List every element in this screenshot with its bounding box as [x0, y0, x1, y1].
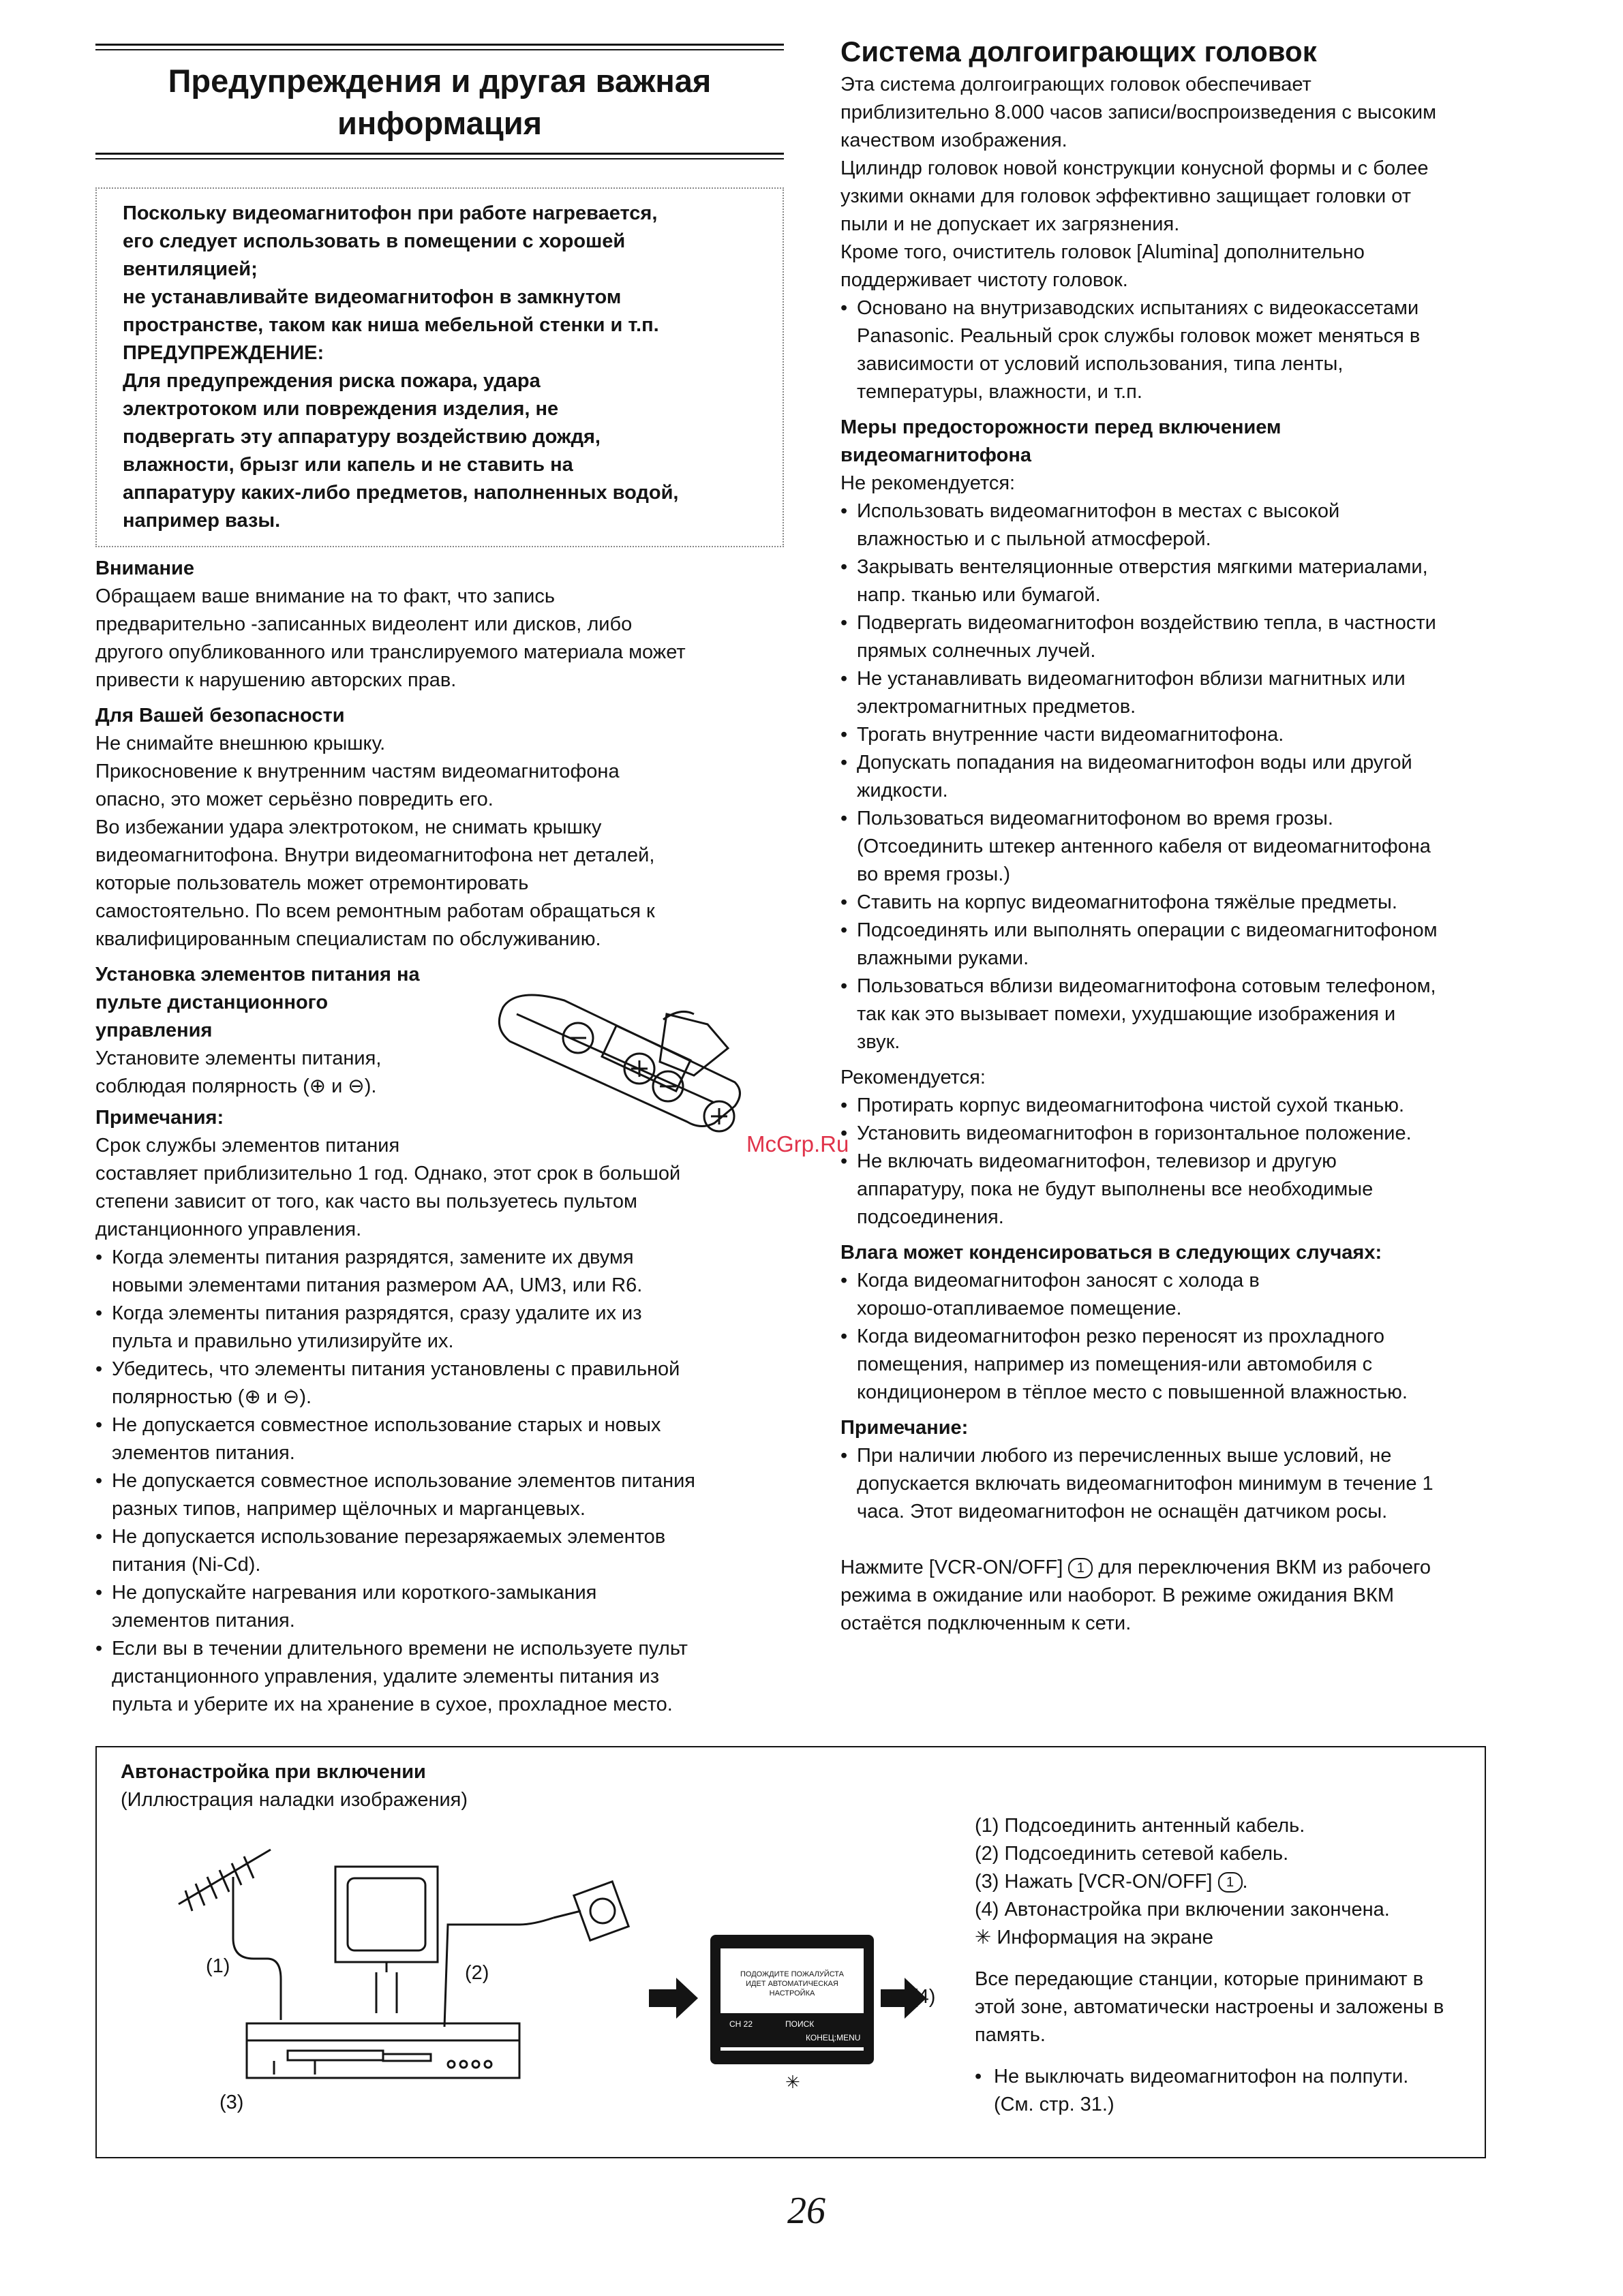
line: Не включать видеомагнитофон, телевизор и другую — [857, 1150, 1337, 1172]
safety-line: Прикосновение к внутренним частям видеомагнитофона — [95, 761, 620, 782]
warning-line: Для предупреждения риска пожара, удара — [123, 370, 541, 392]
not-recommended-label: Не рекомендуется: — [840, 472, 1016, 494]
line: Закрывать вентеляционные отверстия мягкими материалами, — [857, 556, 1428, 578]
attention-heading: Внимание — [95, 557, 194, 579]
list-item — [975, 2063, 1466, 2119]
step-text: (3) Нажать [VCR-ON/OFF] — [975, 1871, 1213, 1893]
list-item — [840, 1092, 1529, 1120]
list-item — [840, 1120, 1529, 1148]
list-item — [95, 1244, 784, 1300]
line: часа. Этот видеомагнитофон не оснащён датчиком росы. — [857, 1501, 1388, 1522]
battery-note-line: степени зависит от того, как часто вы пользуетесь пультом — [95, 1191, 637, 1212]
list-item — [840, 1267, 1529, 1323]
diagram-label: (1) — [206, 1955, 230, 1977]
heads-line: Цилиндр головок новой конструкции конусной формы и с более — [840, 157, 1429, 179]
battery-line: Установите элементы питания, — [95, 1047, 382, 1069]
line: полярностью (⊕ и ⊖). — [112, 1386, 312, 1408]
step-text: . — [1242, 1871, 1248, 1893]
step-line: (1) Подсоединить антенный кабель. — [975, 1815, 1305, 1837]
line: При наличии любого из перечисленных выше условий, не — [857, 1445, 1392, 1467]
line: так как это вызывает помехи, ухудшающие изображения и — [857, 1003, 1396, 1025]
safety-line: квалифицированным специалистам по обслуживанию. — [95, 928, 601, 950]
line: Когда видеомагнитофон резко переносят из прохладного — [857, 1326, 1384, 1347]
autosetup-paragraph: память. — [975, 2024, 1046, 2046]
list-item — [95, 1300, 784, 1356]
line: пульта и правильно утилизируйте их. — [112, 1330, 454, 1352]
autosetup-subtitle: (Иллюстрация наладки изображения) — [121, 1789, 468, 1811]
precautions-heading: видеомагнитофона — [840, 444, 1032, 466]
battery-notes-heading: Примечания: — [95, 1107, 224, 1129]
list-item — [840, 553, 1529, 609]
list-item — [95, 1523, 784, 1579]
safety-line: Не снимайте внешнюю крышку. — [95, 733, 386, 754]
right-column — [840, 33, 1529, 1638]
list-item — [840, 721, 1529, 749]
line: Установить видеомагнитофон в горизонтальное положение. — [857, 1122, 1412, 1144]
warning-line: ПРЕДУПРЕЖДЕНИЕ: — [123, 342, 324, 364]
line: Основано на внутризаводских испытаниях с видеокассетами — [857, 297, 1419, 319]
line: кондиционером в тёплое место с повышенной влажностью. — [857, 1381, 1408, 1403]
recommended-list — [840, 1092, 1529, 1231]
power-text: для переключения ВКМ из рабочего — [1098, 1557, 1431, 1578]
diagram-label: (4) — [911, 1986, 936, 2008]
line: элементов питания. — [112, 1442, 295, 1464]
list-item — [95, 1356, 784, 1411]
title-rule-bottom-2 — [95, 158, 784, 159]
list-item — [840, 749, 1529, 805]
step-line: (2) Подсоединить сетевой кабель. — [975, 1843, 1289, 1865]
line: разных типов, например щёлочных и марганцевых. — [112, 1498, 586, 1520]
line: подсоединения. — [857, 1206, 1004, 1228]
autosetup-box — [95, 1746, 1486, 2158]
screen-text: ПОИСК — [785, 2019, 815, 2029]
battery-heading: пульте дистанционного — [95, 992, 329, 1013]
title-rule-top-2 — [95, 49, 784, 50]
line: дистанционного управления, удалите элементы питания из — [112, 1666, 660, 1687]
line: пульта и уберите их на хранение в сухое, прохладное место. — [112, 1694, 673, 1715]
remote-control-illustration — [489, 966, 748, 1144]
autosetup-paragraph: Все передающие станции, которые принимают в — [975, 1968, 1424, 1990]
battery-line: соблюдая полярность (⊕ и ⊖). — [95, 1075, 377, 1097]
line: Не допускается использование перезаряжаемых элементов — [112, 1526, 666, 1548]
line: (Отсоединить штекер антенного кабеля от видеомагнитофона — [857, 836, 1431, 857]
line: Когда элементы питания разрядятся, сразу удалите их из — [112, 1302, 642, 1324]
line: зависимости от условий использования, типа ленты, — [857, 353, 1344, 375]
line: температуры, влажности, и т.п. — [857, 381, 1142, 403]
battery-note-line: Срок службы элементов питания — [95, 1135, 400, 1157]
line: Когда элементы питания разрядятся, замените их двумя — [112, 1246, 634, 1268]
battery-heading: управления — [95, 1020, 213, 1041]
condensation-note — [840, 1442, 1529, 1526]
autosetup-diagram — [110, 1816, 936, 2129]
list-item — [840, 609, 1529, 665]
vcr-icon — [247, 2023, 519, 2078]
line: новыми элементами питания размером AA, UM3, или R6. — [112, 1274, 643, 1296]
warning-line: подвергать эту аппаратуру воздействию дождя, — [123, 426, 601, 448]
step-line: ✳ Информация на экране — [975, 1927, 1214, 1948]
warning-line: например вазы. — [123, 510, 281, 532]
warning-line: пространстве, таком как ниша мебельной стенки и т.п. — [123, 314, 659, 336]
list-item — [840, 1148, 1529, 1231]
line: Panasonic. Реальный срок службы головок может меняться в — [857, 325, 1421, 347]
screen-text: CH 22 — [729, 2019, 753, 2029]
power-line — [840, 1554, 1529, 1582]
precautions-heading: Меры предосторожности перед включением — [840, 416, 1281, 438]
heads-line: пыли и не допускает их загрязнения. — [840, 213, 1180, 235]
warning-line: Поскольку видеомагнитофон при работе нагревается, — [123, 202, 658, 224]
line: Не выключать видеомагнитофон на полпути. — [994, 2066, 1409, 2087]
line: Если вы в течении длительного времени не используете пульт — [112, 1638, 688, 1659]
battery-note-line: дистанционного управления. — [95, 1219, 362, 1240]
battery-note-line: составляет приблизительно 1 год. Однако, этот срок в большой — [95, 1163, 681, 1184]
line: прямых солнечных лучей. — [857, 640, 1096, 662]
autosetup-steps — [975, 1812, 1466, 2119]
safety-line: опасно, это может серьёзно повредить его. — [95, 789, 494, 810]
line: хорошо-отапливаемое помещение. — [857, 1298, 1182, 1319]
line: помещения, например из помещения-или автомобиля с — [857, 1353, 1373, 1375]
condensation-list — [840, 1267, 1529, 1407]
list-item — [840, 498, 1529, 553]
list-item — [95, 1579, 784, 1635]
line: Трогать внутренние части видеомагнитофона. — [857, 724, 1284, 746]
line: электромагнитных предметов. — [857, 696, 1136, 718]
attention-line: предварительно -записанных видеолент или дисков, либо — [95, 613, 633, 635]
safety-line: которые пользователь может отремонтировать — [95, 872, 529, 894]
screen-text: ИДЕТ АВТОМАТИЧЕСКАЯ — [746, 1980, 838, 1988]
diagram-label: (3) — [219, 2092, 244, 2113]
antenna-icon — [179, 1850, 281, 2020]
autosetup-bullet — [975, 2063, 1466, 2119]
heads-bullet — [840, 294, 1529, 406]
autosetup-title: Автонастройка при включении — [121, 1761, 426, 1783]
heads-line: узкими окнами для головок эффективно защищает головки от — [840, 185, 1412, 207]
list-item — [840, 665, 1529, 721]
safety-line: самостоятельно. По всем ремонтным работам обращаться к — [95, 900, 655, 922]
title-rule-top — [95, 44, 784, 46]
warning-box — [95, 187, 784, 547]
list-item — [840, 917, 1529, 973]
screen-text: НАСТРОЙКА — [769, 1989, 815, 1997]
diagram-label: ✳ — [785, 2072, 800, 2093]
heads-title: Система долгоиграющих головок — [840, 35, 1317, 67]
page-number: 26 — [787, 2190, 825, 2232]
warning-line: влажности, брызг или капель и не ставить на — [123, 454, 573, 476]
line: элементов питания. — [112, 1610, 295, 1632]
line: Не устанавливать видеомагнитофон вблизи магнитных или — [857, 668, 1406, 690]
list-item — [840, 973, 1529, 1056]
list-item — [840, 889, 1529, 917]
line: Допускать попадания на видеомагнитофон воды или другой — [857, 752, 1412, 774]
heads-line: поддерживает чистоту головок. — [840, 269, 1128, 291]
line: Не допускайте нагревания или короткого-замыкания — [112, 1582, 597, 1604]
safety-heading: Для Вашей безопасности — [95, 705, 345, 726]
step-line — [975, 1868, 1466, 1896]
warning-line: не устанавливайте видеомагнитофон в замкнутом — [123, 286, 622, 308]
warning-line: вентиляцией; — [123, 258, 258, 280]
line: жидкости. — [857, 780, 948, 801]
warning-line: электротоком или повреждения изделия, не — [123, 398, 559, 420]
line: Подвергать видеомагнитофон воздействию тепла, в частности — [857, 612, 1436, 634]
autosetup-paragraph: этой зоне, автоматически настроены и заложены в — [975, 1996, 1444, 2018]
attention-line: другого опубликованного или транслируемого материала может — [95, 641, 686, 663]
line: Пользоваться вблизи видеомагнитофона сотовым телефоном, — [857, 975, 1436, 997]
battery-heading: Установка элементов питания на — [95, 964, 420, 985]
line: во время грозы.) — [857, 863, 1010, 885]
condensation-note-heading: Примечание: — [840, 1417, 969, 1439]
title-rule-bottom — [95, 153, 784, 155]
screen-text: ПОДОЖДИТЕ ПОЖАЛУЙСТА — [740, 1970, 844, 1978]
heads-line: Кроме того, очиститель головок [Alumina] дополнительно — [840, 241, 1365, 263]
not-recommended-list — [840, 498, 1529, 1056]
line: Не допускается совместное использование элементов питания — [112, 1470, 695, 1492]
line: аппаратуру, пока не будут выполнены все необходимые — [857, 1178, 1374, 1200]
line: напр. тканью или бумагой. — [857, 584, 1101, 606]
line: Использовать видеомагнитофон в местах с высокой — [857, 500, 1340, 522]
recommended-label: Рекомендуется: — [840, 1067, 986, 1088]
line: Протирать корпус видеомагнитофона чистой сухой тканью. — [857, 1095, 1405, 1116]
power-plug-icon — [444, 1882, 628, 2027]
tv-icon — [335, 1867, 438, 2013]
list-item — [840, 294, 1529, 406]
power-line: режима в ожидание или наоборот. В режиме ожидания ВКМ — [840, 1585, 1395, 1606]
page-title: Предупреждения и другая важная информация — [168, 63, 712, 141]
line: Убедитесь, что элементы питания установлены с правильной — [112, 1358, 680, 1380]
attention-line: Обращаем ваше внимание на то факт, что запись — [95, 585, 555, 607]
button-1-icon: 1 — [1218, 1872, 1243, 1893]
list-item — [95, 1411, 784, 1467]
line: влажностью и с пыльной атмосферой. — [857, 528, 1211, 550]
line: Подсоединять или выполнять операции с видеомагнитофоном — [857, 919, 1438, 941]
warning-line: аппаратуру каких-либо предметов, наполненных водой, — [123, 482, 679, 504]
heads-line: приблизительно 8.000 часов записи/воспроизведения с высоким — [840, 102, 1437, 123]
line: (См. стр. 31.) — [994, 2094, 1114, 2115]
list-item — [95, 1635, 784, 1719]
battery-bullets — [95, 1244, 784, 1719]
line: влажными руками. — [857, 947, 1029, 969]
safety-line: Во избежании удара электротоком, не снимать крышку — [95, 816, 602, 838]
line: Ставить на корпус видеомагнитофона тяжёлые предметы. — [857, 891, 1397, 913]
list-item — [95, 1467, 784, 1523]
watermark: McGrp.Ru — [746, 1131, 849, 1157]
condensation-heading: Влага может конденсироваться в следующих случаях: — [840, 1242, 1382, 1264]
list-item — [840, 805, 1529, 889]
heads-line: Эта система долгоиграющих головок обеспечивает — [840, 74, 1311, 95]
diagram-label: (2) — [465, 1962, 489, 1984]
line: звук. — [857, 1031, 900, 1053]
list-item — [840, 1442, 1529, 1526]
step-line: (4) Автонастройка при включении закончена. — [975, 1899, 1390, 1920]
screen-text: КОНЕЦ:MENU — [806, 2033, 861, 2042]
button-1-icon: 1 — [1068, 1558, 1093, 1578]
power-line: остаётся подключенным к сети. — [840, 1612, 1132, 1634]
line: Пользоваться видеомагнитофоном во время грозы. — [857, 808, 1333, 829]
power-text: Нажмите [VCR-ON/OFF] — [840, 1557, 1063, 1578]
warning-line: его следует использовать в помещении с хорошей — [123, 230, 626, 252]
attention-line: привести к нарушению авторских прав. — [95, 669, 457, 691]
list-item — [840, 1323, 1529, 1407]
line: Когда видеомагнитофон заносят с холода в — [857, 1270, 1260, 1291]
line: Не допускается совместное использование старых и новых — [112, 1414, 661, 1436]
heads-line: качеством изображения. — [840, 129, 1067, 151]
line: допускается включать видеомагнитофон минимум в течение 1 — [857, 1473, 1434, 1495]
line: питания (Ni-Cd). — [112, 1554, 261, 1576]
safety-line: видеомагнитофона. Внутри видеомагнитофона нет деталей, — [95, 844, 655, 866]
